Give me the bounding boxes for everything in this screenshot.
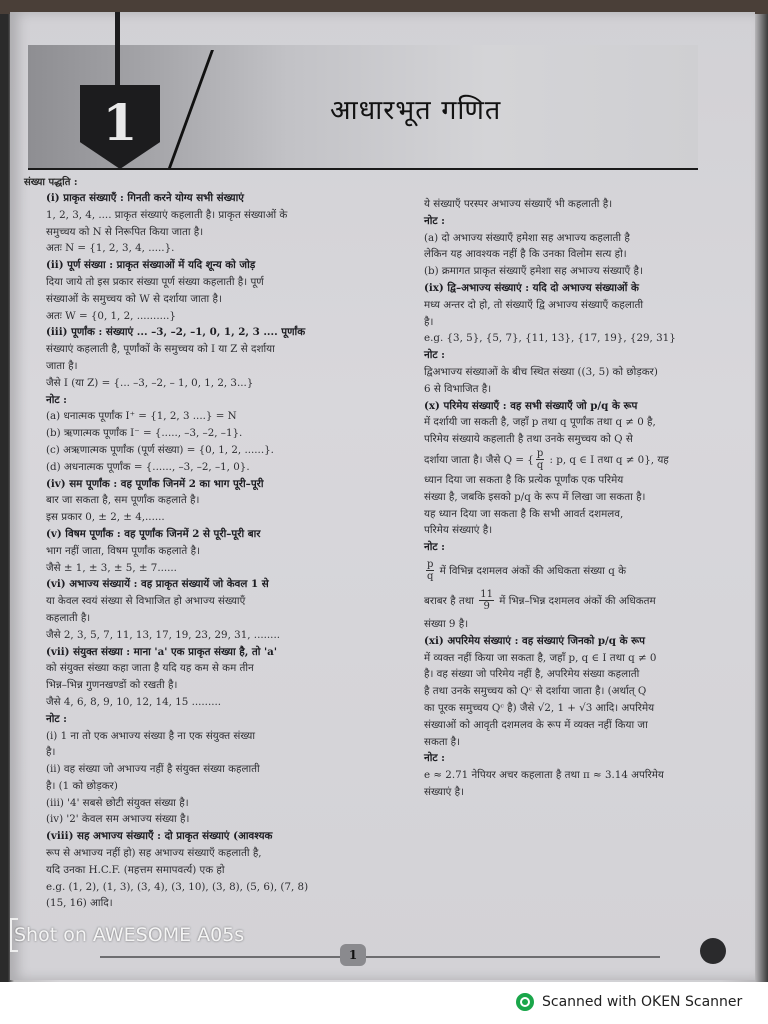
footer-rule xyxy=(100,956,660,958)
scanner-label: Scanned with OKEN Scanner xyxy=(542,994,743,1010)
text-line: रूप से अभाज्य नहीं हो) सह अभाज्य संख्याएँ कहलाती है, xyxy=(46,847,262,860)
text-line: (iii) '4' सबसे छोटी संयुक्त संख्या है। xyxy=(46,796,189,809)
text-line: संख्याएं है। xyxy=(424,785,464,798)
text-line: नोट : xyxy=(46,712,67,725)
text-line: संख्या 9 है। xyxy=(424,617,469,630)
text-line: (a) दो अभाज्य संख्याएँ हमेशा सह अभाज्य कहलाती है xyxy=(424,231,630,244)
text-line: अतः N = {1, 2, 3, 4, .....}. xyxy=(46,242,175,255)
text-line: को संयुक्त संख्या कहा जाता है यदि यह कम से कम तीन xyxy=(46,662,254,675)
text-line: नोट : xyxy=(424,349,445,362)
text-line: (i) 1 ना तो एक अभाज्य संख्या है ना एक संयुक्त संख्या xyxy=(46,729,256,742)
text-line: कहलाती है। xyxy=(46,611,91,624)
corner-logo-icon xyxy=(700,938,726,964)
text-line: संख्याओं के समुच्चय को W से दर्शाया जाता है। xyxy=(46,292,222,305)
text-line: बार जा सकता है, सम पूर्णांक कहलाते है। xyxy=(46,494,200,507)
chapter-title: आधारभूत गणित xyxy=(330,95,502,126)
text-line: (iv) '2' केवल सम अभाज्य संख्या है। xyxy=(46,813,190,826)
rational-set-definition: दर्शाया जाता है। जैसे Q = { $\frac{p}{q}$ : p, q ∈ I तथा q ≠ 0}, यह xyxy=(424,448,669,472)
text-line: जाता है। xyxy=(46,359,78,372)
text-line: (xi) अपरिमेय संख्याएं : वह संख्याएं जिनको p/q के रूप xyxy=(424,634,645,647)
text-line: नोट : xyxy=(46,393,67,406)
text-line: (iii) पूर्णांक : संख्याएं ... –3, –2, –1, 0, 1, 2, 3 .... पूर्णांक xyxy=(46,326,306,339)
text-line: यदि उनका H.C.F. (महत्तम समापवर्त्य) एक हो xyxy=(46,863,225,876)
text-line: e ≈ 2.71 नेपियर अचर कहलाता है तथा π ≈ 3.14 अपरिमेय xyxy=(424,769,664,782)
text-line: (a) धनात्मक पूर्णांक I⁺ = {1, 2, 3 ....} = N xyxy=(46,410,237,423)
text-line: अतः W = {0, 1, 2, ..........} xyxy=(46,309,176,322)
text-line: जैसे 2, 3, 5, 7, 11, 13, 17, 19, 23, 29, 31, ........ xyxy=(46,628,280,641)
scanner-logo-icon xyxy=(516,993,534,1011)
pq-note-line: $\frac{p}{q}$ में विभिन्न दशमलव अंकों की अधिकता संख्या q के xyxy=(427,559,626,583)
text-line: ध्यान दिया जा सकता है कि प्रत्येक पूर्णांक एक परिमेय xyxy=(424,473,624,486)
text-line: में व्यक्त नहीं किया जा सकता है, जहाँ p, q ∈ I तथा q ≠ 0 xyxy=(424,651,657,664)
text-line: (iv) सम पूर्णांक : वह पूर्णांक जिनमें 2 का भाग पूरी–पूरी xyxy=(46,477,264,490)
text-line: संख्याओं को आवृती दशमलव के रूप में व्यक्त नहीं किया जा xyxy=(424,718,648,731)
text-line: नोट : xyxy=(424,214,445,227)
text-line: में दर्शायी जा सकती है, जहाँ p तथा q पूर्णांक तथा q ≠ 0 है, xyxy=(424,416,656,429)
text-line: है। वह संख्या जो परिमेय नहीं है, अपरिमेय संख्या कहलाती xyxy=(424,668,640,681)
text-line: (15, 16) आदि। xyxy=(46,897,113,910)
text-line: मध्य अन्तर दो हो, तो संख्याएँ द्वि अभाज्य संख्याएँ कहलाती xyxy=(424,298,644,311)
text-line: है। (1 को छोड़कर) xyxy=(46,779,118,792)
text-line: (ix) द्वि–अभाज्य संख्याएं : यदि दो अभाज्य संख्याओं के xyxy=(424,281,639,294)
text-line: दिया जाये तो इस प्रकार संख्या पूर्ण संख्या कहलाती है। पूर्ण xyxy=(46,275,264,288)
text-line: जैसे ± 1, ± 3, ± 5, ± 7...... xyxy=(46,561,177,574)
text-line: संख्याएं कहलाती है, पूर्णांकों के समुच्चय को I या Z से दर्शाया xyxy=(46,343,275,356)
fraction-11-9: $\frac{11}{9}$ xyxy=(480,589,493,613)
text-line: या केवल स्वयं संख्या से विभाजित हो अभाज्य संख्याएँ xyxy=(46,595,246,608)
text-line: (viii) सह अभाज्य संख्याएँ : दो प्राकृत संख्याएं (आवश्यक xyxy=(46,830,273,843)
text-line: संख्या है, जबकि इसको p/q के रूप में लिखा जा सकता है। xyxy=(424,490,646,503)
text-line: लेकिन यह आवश्यक नहीं है कि उनका विलोम सत्य हो। xyxy=(424,248,627,261)
chapter-number: 1 xyxy=(102,93,138,152)
left-text-column xyxy=(46,190,356,912)
text-line: (i) प्राकृत संख्याएँ : गिनती करने योग्य सभी संख्याएं xyxy=(46,192,244,204)
text-line: ये संख्याएँ परस्पर अभाज्य संख्याएँ भी कहलाती है। xyxy=(424,198,613,210)
text-line: जैसे 4, 6, 8, 9, 10, 12, 14, 15 ......... xyxy=(46,695,222,708)
text-line: (b) ऋणात्मक पूर्णांक I⁻ = {....., –3, –2, –1}. xyxy=(46,427,243,440)
text-line: भिन्न–भिन्न गुणनखण्डों को रखती है। xyxy=(46,679,178,692)
text-line: (d) अधनात्मक पूर्णांक = {......, –3, –2, –1, 0}. xyxy=(46,460,250,473)
text-line: (vi) अभाज्य संख्यायें : वह प्राकृत संख्यायें जो केवल 1 से xyxy=(46,578,269,591)
text-line: परिमेय संख्याये कहलाती है तथा उनके समुच्चय को Q से xyxy=(424,433,633,446)
eleven-ninths-line: बराबर है तथा $\frac{11}{9}$ में भिन्न–भिन्न दशमलव अंकों की अधिकतम xyxy=(424,589,656,613)
text-line: 1, 2, 3, 4, .... प्राकृत संख्याएं कहलाती है। प्राकृत संख्याओं के xyxy=(46,208,288,221)
text-line: परिमेय संख्याएं है। xyxy=(424,524,493,537)
text-line: (c) अऋणात्मक पूर्णांक (पूर्ण संख्या) = {0, 1, 2, ......}. xyxy=(46,443,274,456)
text-line: का पूरक समुच्चय Qᶜ है) जैसे √2, 1 + √3 आदि। अपरिमेय xyxy=(424,701,655,714)
text-line: (b) क्रमागत प्राकृत संख्याएँ हमेशा सह अभाज्य संख्याएँ है। xyxy=(424,265,643,278)
text-line: इस प्रकार 0, ± 2, ± 4,...... xyxy=(46,511,165,524)
text-line: यह ध्यान दिया जा सकता है कि सभी आवर्त दशमलव, xyxy=(424,507,624,520)
text-line: समुच्चय को N से निरूपित किया जाता है। xyxy=(46,225,204,238)
text-line: (vii) संयुक्त संख्या : माना 'a' एक प्राकृत संख्या है, तो 'a' xyxy=(46,645,278,658)
text-line: (ii) पूर्ण संख्या : प्राकृत संख्याओं में यदि शून्य को जोड़ xyxy=(46,259,256,272)
chapter-badge-stem xyxy=(115,12,120,90)
text-line: है। xyxy=(424,315,434,328)
text-line: है। xyxy=(46,746,56,759)
text-line: जैसे I (या Z) = {... –3, –2, – 1, 0, 1, 2, 3...} xyxy=(46,376,254,389)
page-number: 1 xyxy=(340,944,366,966)
fraction-p-q: $\frac{p}{q}$ xyxy=(536,448,544,472)
scanner-credit xyxy=(516,990,742,1014)
camera-watermark: Shot on AWESOME A05s xyxy=(14,924,245,946)
text-line: (ii) वह संख्या जो अभाज्य नहीं है संयुक्त संख्या कहलाती xyxy=(46,763,260,776)
section-heading: संख्या पद्धति : xyxy=(24,177,78,188)
text-line: भाग नहीं जाता, विषम पूर्णांक कहलाते है। xyxy=(46,544,200,557)
text-line: e.g. (1, 2), (1, 3), (3, 4), (3, 10), (3, 8), (5, 6), (7, 8) xyxy=(46,880,309,893)
text-line: नोट : xyxy=(424,541,445,554)
text-line: (x) परिमेय संख्याएँ : वह सभी संख्याएँ जो p/q के रूप xyxy=(424,399,638,412)
text-line: नोट : xyxy=(424,752,445,765)
text-line: 6 से विभाजित है। xyxy=(424,382,492,395)
text-line: है तथा उनके समुच्चय को Qᶜ से दर्शाया जाता है। (अर्थात् Q xyxy=(424,685,647,698)
text-line: सकता है। xyxy=(424,735,461,748)
right-text-column xyxy=(424,196,744,801)
text-line: द्विअभाज्य संख्याओं के बीच स्थित संख्या ((3, 5) को छोड़कर) xyxy=(424,365,658,378)
text-line: (v) विषम पूर्णांक : वह पूर्णांक जिनमें 2 से पूरी–पूरी बार xyxy=(46,527,261,540)
text-line: e.g. {3, 5}, {5, 7}, {11, 13}, {17, 19}, {29, 31} xyxy=(424,332,676,345)
fraction-p-q-note: $\frac{p}{q}$ xyxy=(427,559,434,583)
